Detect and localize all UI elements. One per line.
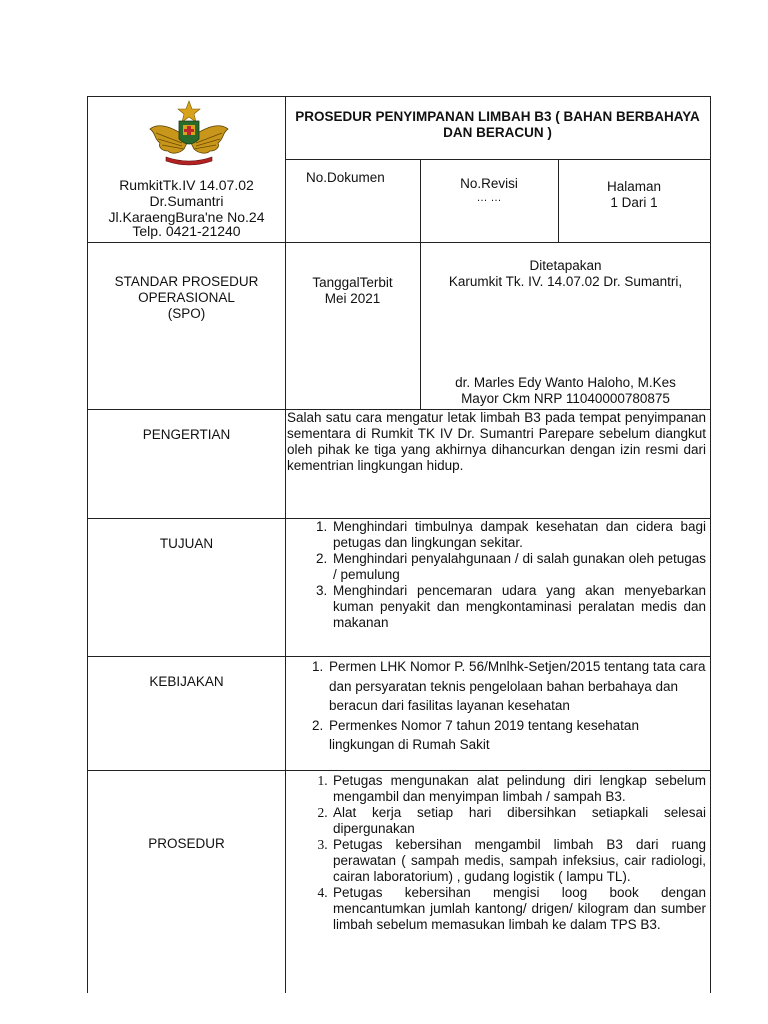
- ditetapkan-jabatan: Karumkit Tk. IV. 14.07.02 Dr. Sumantri,: [448, 274, 683, 289]
- ditetapkan-block: [421, 258, 710, 290]
- no-revisi-label: No.Revisi: [460, 176, 518, 191]
- ditetapkan-label: Ditetapakan: [529, 258, 602, 273]
- hospital-emblem-logo: [146, 99, 232, 167]
- institution-info: [90, 177, 283, 237]
- signatory-rank: Mayor Ckm NRP 11040000780875: [461, 391, 670, 406]
- prosedur-label: PROSEDUR: [148, 836, 225, 851]
- tanggal-terbit: [285, 275, 420, 307]
- halaman-label: Halaman: [606, 179, 662, 194]
- divider: [285, 159, 710, 160]
- divider: [285, 97, 286, 993]
- institution-phone: Telp. 0421-21240: [132, 223, 241, 239]
- institution-name: RumkitTk.IV 14.07.02: [119, 177, 254, 193]
- list-item: 2. Alat kerja setiap hari dibersihkan setiapkali selesai dipergunakan: [331, 805, 706, 837]
- tanggal-terbit-label: TanggalTerbit: [312, 275, 393, 290]
- list-item: 1. Menghindari timbulnya dampak kesehatan dan cidera bagi petugas dan lingkungan sekitar.: [331, 519, 706, 551]
- tujuan-label: TUJUAN: [159, 536, 214, 551]
- institution-subname: Dr.Sumantri: [149, 193, 224, 209]
- spo-label: [90, 274, 283, 322]
- signatory: [421, 375, 710, 407]
- document-title: PROSEDUR PENYIMPANAN LIMBAH B3 ( BAHAN BERBAHAYA DAN BERACUN ): [295, 109, 700, 140]
- signatory-name: dr. Marles Edy Wanto Haloho, M.Kes: [455, 375, 676, 390]
- pengertian-label: PENGERTIAN: [142, 427, 231, 442]
- kebijakan-label: KEBIJAKAN: [149, 674, 224, 689]
- divider: [88, 242, 710, 243]
- spo-label-line: STANDAR PROSEDUR: [114, 274, 259, 289]
- divider: [88, 770, 710, 771]
- prosedur-list: [287, 773, 706, 933]
- spo-document: [87, 96, 711, 993]
- spo-label-line: (SPO): [167, 306, 206, 321]
- list-item: 3. Petugas kebersihan mengambil limbah B3 dari ruang perawatan ( sampah medis, sampah infeksius, cair radiologi, cairan laboratorium) , gudang logistik ( lampu TL).: [331, 837, 706, 885]
- list-item: 1. Permen LHK Nomor P. 56/Mnlhk-Setjen/2015 tentang tata cara dan persyaratan teknis pengelolaan bahan berbahaya dan beracun dari fasilitas layanan kesehatan: [327, 657, 706, 716]
- list-item: 3. Menghindari pencemaran udara yang akan menyebarkan kuman penyakit dan mengkontaminasi peralatan medis dan makanan: [331, 583, 706, 631]
- pengertian-text: Salah satu cara mengatur letak limbah B3 pada tempat penyimpanan sementara di Rumkit TK IV Dr. Sumantri Parepare sebelum diangkut oleh pihak ke tiga yang akhirnya dihancurkan dengan izin resmi dari kementrian lingkungan hidup.: [287, 410, 706, 473]
- institution-address: Jl.KaraengBura'ne No.24: [108, 209, 265, 225]
- list-item: 1. Petugas mengunakan alat pelindung diri lengkap sebelum mengambil dan menyimpan limbah / sampah B3.: [331, 773, 706, 805]
- no-dokumen-label: No.Dokumen: [306, 170, 385, 185]
- spo-label-line: OPERASIONAL: [138, 290, 235, 305]
- no-revisi-value: … …: [476, 192, 502, 204]
- list-item: 2. Permenkes Nomor 7 tahun 2019 tentang kesehatan lingkungan di Rumah Sakit: [327, 716, 706, 755]
- tujuan-list: [287, 519, 706, 631]
- tanggal-terbit-value: Mei 2021: [324, 291, 381, 306]
- kebijakan-list: [287, 657, 706, 755]
- list-item: 2. Menghindari penyalahgunaan / di salah gunakan oleh petugas / pemulung: [331, 551, 706, 583]
- halaman-value: 1 Dari 1: [610, 195, 658, 210]
- list-item: 4. Petugas kebersihan mengisi loog book dengan mencantumkan jumlah kantong/ drigen/ kilogram dan sumber limbah sebelum memasukan limbah ke dalam TPS B3.: [331, 885, 706, 933]
